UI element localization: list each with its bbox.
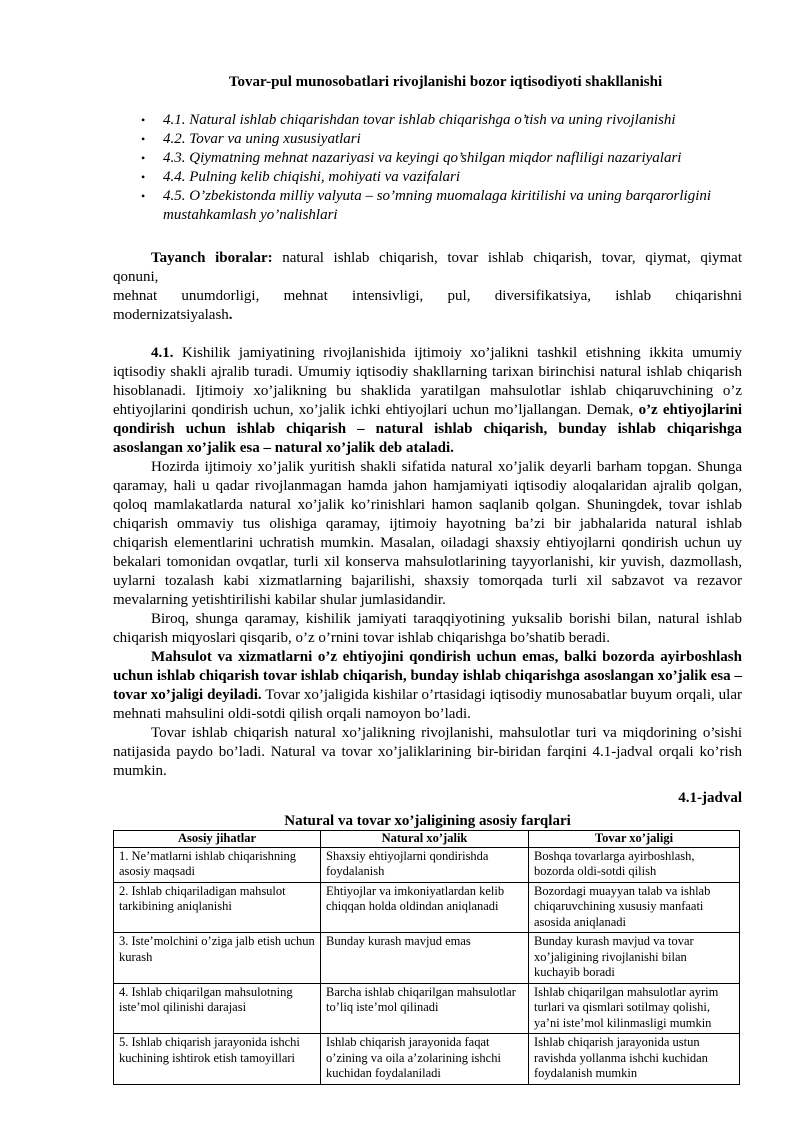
table-cell: 4. Ishlab chiqarilgan mahsulotning iste’mol qilinishi darajasi bbox=[114, 983, 321, 1034]
bullet-icon: • bbox=[141, 151, 146, 165]
bullet-icon: • bbox=[141, 189, 146, 203]
keywords-text: natural ishlab chiqarish, tovar ishlab chiqarish, tovar, qiymat, qiymat bbox=[282, 250, 742, 266]
table-cell: 2. Ishlab chiqariladigan mahsulot tarkibining aniqlanishi bbox=[114, 882, 321, 933]
section-list-item: • 4.2. Tovar va uning xususiyatlari bbox=[141, 131, 361, 147]
table-cell: Ishlab chiqarish jarayonida ustun ravishda yollanma ishchi kuchidan foydalanish mumkin bbox=[529, 1034, 740, 1085]
table-cell: Ehtiyojlar va imkoniyatlardan kelib chiqqan holda oldindan aniqlanadi bbox=[321, 882, 529, 933]
table-cell: Bozordagi muayyan talab va ishlab chiqaruvchining xususiy manfaati asosida aniqlanadi bbox=[529, 882, 740, 933]
document-title: Tovar-pul munosobatlari rivojlanishi bozor iqtisodiyoti shakllanishi bbox=[228, 74, 663, 90]
paragraph-4: Mahsulot va xizmatlarni o’z ehtiyojini qondirish uchun emas, balki bozorda ayirboshlash uchun ishlab chiqarish tovar ishlab chiqarish, bunday ishlab chiqarishga asoslangan xo’jalik esa – tovar xo’jaligi deyiladi. Tovar xo’jaligida kishilar o’rtasidagi iqtisodiy munosabatlar buyum orqali, ular mehnati mahsulini oldi-sotdi qilish orqali namoyon bo’ladi. bbox=[113, 649, 742, 722]
table-cell: Ishlab chiqarilgan mahsulotlar ayrim turlari va qismlari sotilmay qolishi, ya’ni iste’mol kilinmasligi mumkin bbox=[529, 983, 740, 1034]
table-cell: Barcha ishlab chiqarilgan mahsulotlar to’liq iste’mol qilinadi bbox=[321, 983, 529, 1034]
paragraph-1: 4.1. Kishilik jamiyatining rivojlanishida ijtimoiy xo’jalikni tashkil etishning ikkita umumiy iqtisodiy shakli ajralib turadi. Umumiy iqtisodiy shakllarning tarixan birinchisi natural ishlab chiqarish hisoblanadi. Ijtimoiy xo’jalikning bu shaklida yaratilgan mahsulotlar ishlab chiqaruvchining o’z ehtiyojlarini qondirish uchun, xo’jalik ichki ehtiyojlari uchun mo’ljallangan. Demak, o’z ehtiyojlarini qondirish uchun ishlab chiqarish – natural ishlab chiqarish, bunday ishlab chiqarishga asoslangan xo’jalik esa – natural xo’jalik deb ataladi. bbox=[113, 345, 742, 456]
table-cell: Shaxsiy ehtiyojlarni qondirishda foydalanish bbox=[321, 847, 529, 882]
section-list-item: • 4.3. Qiymatning mehnat nazariyasi va keyingi qo’shilgan miqdor nafliligi nazariyalari bbox=[141, 150, 682, 166]
table-cell: Boshqa tovarlarga ayirboshlash, bozorda oldi-sotdi qilish bbox=[529, 847, 740, 882]
definition-commodity: Mahsulot va xizmatlarni o’z ehtiyojini qondirish uchun emas, balki bozorda ayirboshlash uchun ishlab chiqarish tovar ishlab chiqarish, bunday ishlab chiqarishga asoslangan xo’jalik esa – tovar xo’jaligi deyiladi. bbox=[113, 649, 742, 703]
table-cell: 1. Ne’matlarni ishlab chiqarishning asosiy maqsadi bbox=[114, 847, 321, 882]
table-caption: Natural va tovar xo’jaligining asosiy farqlari bbox=[284, 813, 571, 829]
keywords-label: Tayanch iboralar: bbox=[151, 250, 273, 266]
document-page bbox=[113, 74, 742, 1085]
table-row bbox=[114, 933, 740, 984]
table-row bbox=[114, 882, 740, 933]
paragraph-5: Tovar ishlab chiqarish natural xo’jalikning rivojlanishi, mahsulotlar turi va miqdorining o’sishi natijasida paydo bo’ladi. Natural va tovar xo’jaliklarining bir-biridan farqini 4.1-jadval orqali ko’rish mumkin. bbox=[113, 725, 742, 779]
bullet-icon: • bbox=[141, 113, 146, 127]
section-list-item: • 4.4. Pulning kelib chiqishi, mohiyati va vazifalari bbox=[141, 169, 461, 185]
section-list bbox=[113, 111, 742, 225]
column-header: Natural xo’jalik bbox=[321, 831, 529, 848]
paragraph-2: Hozirda ijtimoiy xo’jalik yuritish shakli sifatida natural xo’jalik deyarli barham topgan. Shunga qaramay, hali u qadar rivojlanmagan hamda jahon hamjamiyati iqtisodiy aloqalaridan ajralib qolgan, qoloq mamlakatlarda natural xo’jalik ko’rinishlari hamon saqlanib qolgan. Shuningdek, tovar ishlab chiqarish ommaviy tus olishiga qaramay, ijtimoiy hayotning ba’zi bir jabhalarida natural ishlab chiqarish elementlarini uchratish mumkin. Masalan, oiladagi shaxsiy ehtiyojlarni qondirish uchun uy bekalari tomonidan ovqatlar, turli xil konserva mahsulotlarining tayyorlanishi, kir yuvish, dazmollash, uylarni tozalash kabi xizmatlarning bajarilishi, shaxsiy tomorqada turli xil sabzavot va rezavor mevalarning yetishtirilishi kabilar shular jumlasidandir. bbox=[113, 459, 742, 608]
section-list-item: • 4.1. Natural ishlab chiqarishdan tovar ishlab chiqarishga o’tish va uning rivojlanishi bbox=[141, 112, 676, 128]
paragraph-3: Biroq, shunga qaramay, kishilik jamiyati taraqqiyotining yuksalib borishi bilan, natural ishlab chiqarish miqyoslari qisqarib, o’z o’rnini tovar ishlab chiqarishga bo’shatib beradi. bbox=[113, 611, 742, 646]
column-header: Asosiy jihatlar bbox=[114, 831, 321, 848]
table-row bbox=[114, 1034, 740, 1085]
comparison-table bbox=[113, 830, 740, 1085]
bullet-icon: • bbox=[141, 132, 146, 146]
table-header-row bbox=[114, 831, 740, 848]
table-cell: 3. Iste’molchini o’ziga jalb etish uchun kurash bbox=[114, 933, 321, 984]
bullet-icon: • bbox=[141, 170, 146, 184]
section-number: 4.1. bbox=[151, 345, 174, 361]
table-row bbox=[114, 847, 740, 882]
table-label: 4.1-jadval bbox=[678, 790, 742, 806]
table-cell: Bunday kurash mavjud va tovar xo’jaligining rivojlanishi bilan kuchayib boradi bbox=[529, 933, 740, 984]
table-cell: Ishlab chiqarish jarayonida faqat o’zining va oila a’zolarining ishchi kuchidan foydalaniladi bbox=[321, 1034, 529, 1085]
definition-natural: o’z ehtiyojlarini qondirish uchun ishlab chiqarish – natural ishlab chiqarish, bunday ishlab chiqarishga asoslangan xo’jalik esa – natural xo’jalik deb ataladi. bbox=[113, 402, 742, 456]
table-cell: 5. Ishlab chiqarish jarayonida ishchi kuchining ishtirok etish tamoyillari bbox=[114, 1034, 321, 1085]
table-cell: Bunday kurash mavjud emas bbox=[321, 933, 529, 984]
section-list-item: • 4.5. O’zbekistonda milliy valyuta – so’mning muomalaga kiritilishi va uning barqarorligini mustahkamlash yo’nalishlari bbox=[141, 188, 712, 223]
column-header: Tovar xo’jaligi bbox=[529, 831, 740, 848]
table-row bbox=[114, 983, 740, 1034]
keywords-block: Tayanch iboralar: natural ishlab chiqarish, tovar ishlab chiqarish, tovar, qiymat, qiymat qonuni, mehnat unumdorligi, mehnat intensivligi, pul, diversifikatsiya, ishlab chiqarishni modernizatsiyalash. bbox=[113, 250, 742, 323]
